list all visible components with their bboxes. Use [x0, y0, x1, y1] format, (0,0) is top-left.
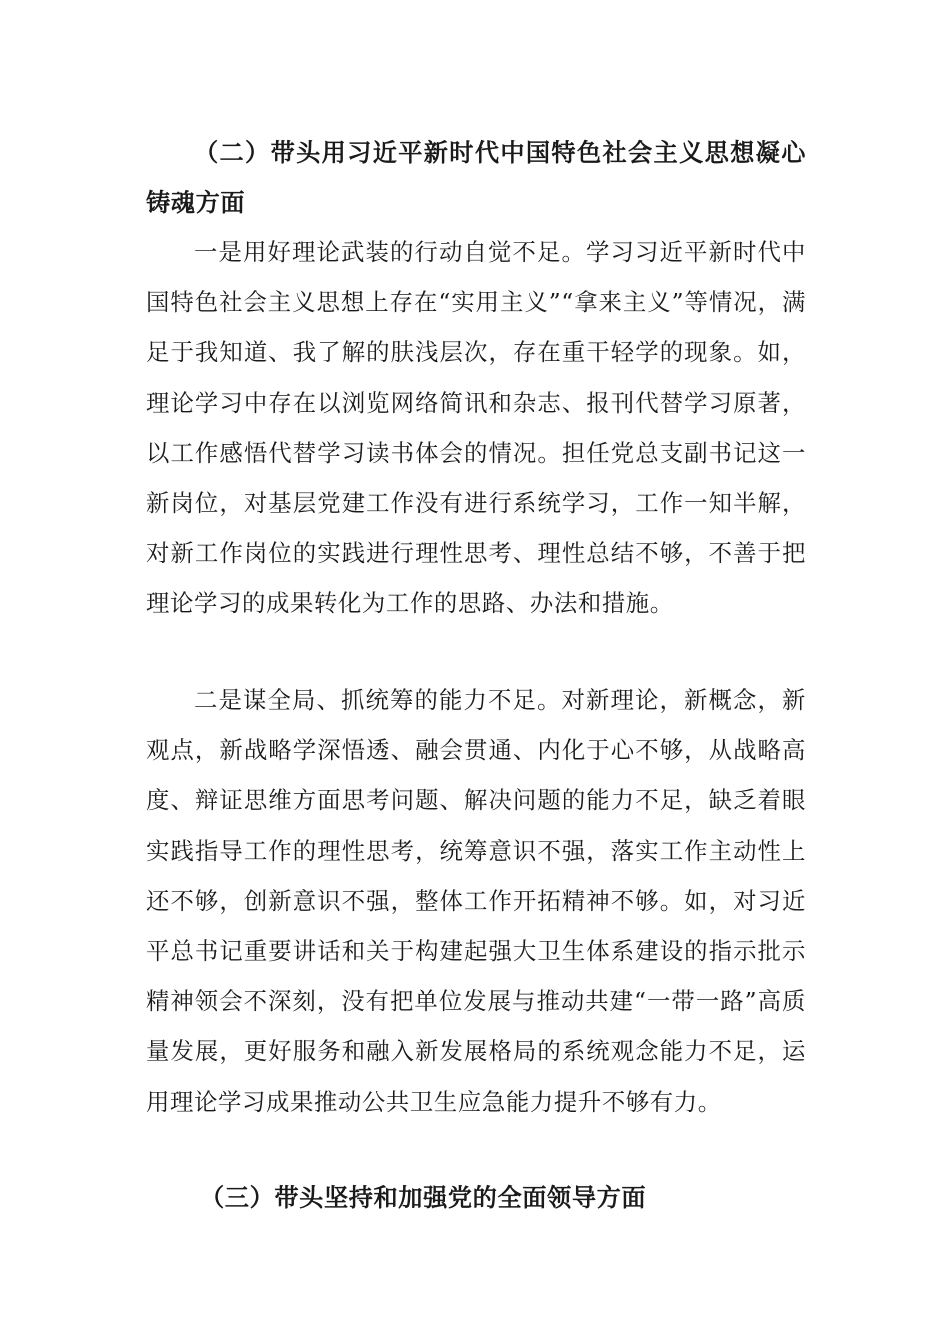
section-heading-2: （二）带头用习近平新时代中国特色社会主义思想凝心铸魂方面 — [146, 139, 806, 218]
body-paragraph-2: 二是谋全局、抓统筹的能力不足。对新理论，新概念，新观点，新战略学深悟透、融会贯通、内化于心不够，从战略高度、辩证思维方面思考问题、解决问题的能力不足，缺乏着眼实践指导工作的理性思考，统筹意识不强，落实工作主动性上还不够，创新意识不强，整体工作开拓精神不够。如，对习近平总书记重要讲话和关于构建起强大卫生体系建设的指示批示精神领会不深刻，没有把单位发展与推动共建“一带一路”高质量发展，更好服务和融入新发展格局的系统观念能力不足，运用理论学习成果推动公共卫生应急能力提升不够有力。 — [146, 686, 806, 1116]
section-heading-3: （三）带头坚持和加强党的全面领导方面 — [200, 1184, 647, 1212]
body-paragraph-1: 一是用好理论武装的行动自觉不足。学习习近平新时代中国特色社会主义思想上存在“实用主义”“拿来主义”等情况，满足于我知道、我了解的肤浅层次，存在重干轻学的现象。如，理论学习中存在以浏览网络简讯和杂志、报刊代替学习原著，以工作感悟代替学习读书体会的情况。担任党总支副书记这一新岗位，对基层党建工作没有进行系统学习，工作一知半解，对新工作岗位的实践进行理性思考、理性总结不够，不善于把理论学习的成果转化为工作的思路、办法和措施。 — [146, 238, 806, 618]
